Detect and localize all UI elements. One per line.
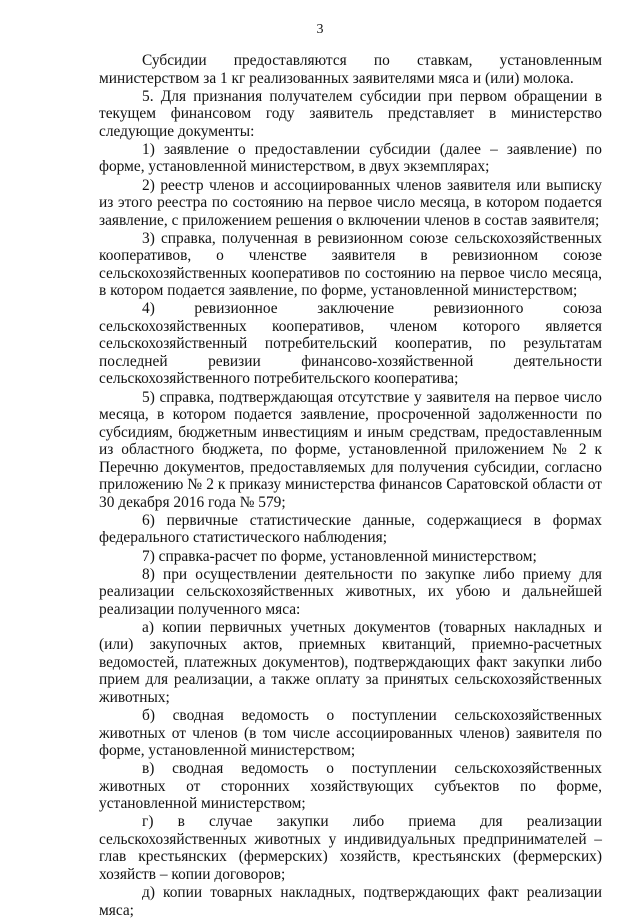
paragraph: 3) справка, полученная в ревизионном союзе сельскохозяйственных кооперативов, о членстве заявителя в ревизионном союзе сельскохозяйственных кооперативов по состоянию на первое число месяца, в котором подается заявление, по форме, установленной министерством; <box>99 229 602 300</box>
paragraph: 6) первичные статистические данные, содержащиеся в формах федерального статистического наблюдения; <box>99 511 602 547</box>
paragraph: б) сводная ведомость о поступлении сельскохозяйственных животных от членов (в том числе ассоциированных членов) заявителя по форме, установленной министерством; <box>99 707 602 760</box>
paragraph: 2) реестр членов и ассоциированных членов заявителя или выписку из этого реестра по состоянию на первое число месяца, в котором подается заявление, с приложением решения о включении членов в состав заявителя; <box>99 176 602 229</box>
paragraph: Субсидии предоставляются по ставкам, установленным министерством за 1 кг реализованных заявителями мяса и (или) молока. <box>99 52 602 87</box>
paragraph: 4) ревизионное заключение ревизионного союза сельскохозяйственных кооперативов, членом которого является сельскохозяйственный потребительский кооператив, по результатам последней ревизии финансово-хозяйственной деятельности сельскохозяйственного потребительского кооператива; <box>99 300 602 388</box>
document-body <box>99 52 602 920</box>
paragraph: 8) при осуществлении деятельности по закупке либо приему для реализации сельскохозяйственных животных, их убою и дальнейшей реализации полученного мяса: <box>99 565 602 618</box>
paragraph: 1) заявление о предоставлении субсидии (далее – заявление) по форме, установленной министерством, в двух экземплярах; <box>99 140 602 176</box>
page-number: 3 <box>316 22 324 37</box>
paragraph: г) в случае закупки либо приема для реализации сельскохозяйственных животных у индивидуальных предпринимателей – глав крестьянских (фермерских) хозяйств, крестьянских (фермерских) хозяйств – копии договоров; <box>99 813 602 883</box>
paragraph: в) сводная ведомость о поступлении сельскохозяйственных животных от сторонних хозяйствующих субъектов по форме, установленной министерством; <box>99 760 602 813</box>
paragraph: а) копии первичных учетных документов (товарных накладных и (или) закупочных актов, приемных квитанций, приемно-расчетных ведомостей, платежных документов), подтверждающих факт закупки либо прием для реализации, а также оплату за принятых сельскохозяйственных животных; <box>99 618 602 706</box>
paragraph: 5. Для признания получателем субсидии при первом обращении в текущем финансовом году заявитель представляет в министерство следующие документы: <box>99 87 602 140</box>
paragraph: 7) справка-расчет по форме, установленной министерством; <box>142 547 537 565</box>
paragraph: д) копии товарных накладных, подтверждающих факт реализации мяса; <box>99 884 602 919</box>
paragraph: 5) справка, подтверждающая отсутствие у заявителя на первое число месяца, в котором подается заявление, просроченной задолженности по субсидиям, бюджетным инвестициям и иным средствам, предоставленным из областного бюджета, по форме, установленной приложением № 2 к Перечню документов, предоставляемых для получения субсидии, согласно приложению № 2 к приказу министерства финансов Саратовской области от 30 декабря 2016 года № 579; <box>99 388 602 511</box>
